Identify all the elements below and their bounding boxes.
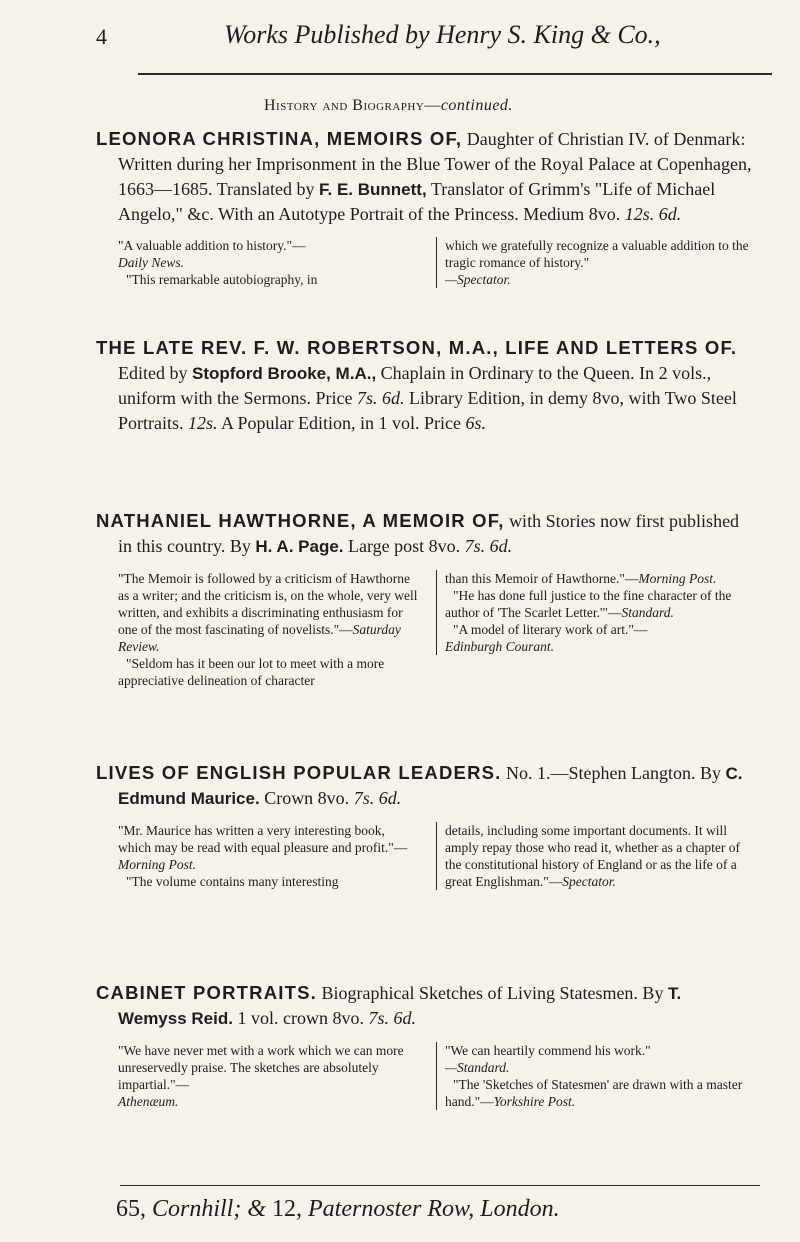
entry-author: Stopford Brooke, M.A., — [192, 364, 377, 383]
entry-price: 7s. 6d. — [464, 536, 513, 556]
publisher-address: 65, Cornhill; & 12, Paternoster Row, London. — [116, 1196, 560, 1222]
entry-description: THE LATE REV. F. W. ROBERTSON, M.A., LIFE AND LETTERS OF. Edited by Stopford Brooke, M.A., Chaplain in Ordinary to the Queen. In 2 vols., uniform with the Sermons. Price 7s. 6d. Library Edition, in demy 8vo, with Two Steel Portraits. 12s. A Popular Edition, in 1 vol. Price 6s. — [96, 337, 738, 433]
press-notices — [118, 237, 752, 293]
entry-title: NATHANIEL HAWTHORNE, A MEMOIR OF, — [96, 510, 505, 531]
entry-author: T. Wemyss Reid. — [118, 984, 682, 1028]
quote: "A model of literary work of art."— Edinburgh Courant. — [445, 622, 648, 654]
entry-price: 7s. 6d. — [368, 1008, 416, 1028]
quote: "We have never met with a work which we can more unreservedly praise. The sketches are absolutely impartial."— Athenæum. — [118, 1043, 404, 1109]
entry-price: 12s. 6d. — [624, 204, 682, 224]
entry-robertson — [96, 335, 752, 436]
entry-popular-leaders — [96, 760, 752, 889]
quote: "A valuable addition to history."— Daily News. — [118, 238, 306, 270]
quote: details, including some important documents. It will amply repay those who read it, whether as a chapter of the constitutional history of England or as the life of a great Englishman."—Spectator. — [445, 823, 741, 889]
entry-title: CABINET PORTRAITS. — [96, 982, 317, 1003]
entry-title: THE LATE REV. F. W. ROBERTSON, M.A., LIFE AND LETTERS OF. — [96, 337, 738, 358]
entry-author: F. E. Bunnett, — [319, 180, 427, 199]
quote: "The 'Sketches of Statesmen' are drawn with a master hand."—Yorkshire Post. — [445, 1077, 743, 1109]
entry-description: NATHANIEL HAWTHORNE, A MEMOIR OF, with Stories now first published in this country. By H. A. Page. Large post 8vo. 7s. 6d. — [96, 510, 740, 556]
quote: "This remarkable autobiography, in — [126, 272, 318, 287]
entry-author: H. A. Page. — [255, 537, 344, 556]
entry-description: LEONORA CHRISTINA, MEMOIRS OF, Daughter of Christian IV. of Denmark: Written during her Imprisonment in the Blue Tower of the Royal Palace at Copenhagen, 1663—1685. Translated by F. E. Bunnett, Translator of Grimm's "Life of Michael Angelo," &c. With an Autotype Portrait of the Princess. Medium 8vo. 12s. 6d. — [96, 128, 752, 224]
quote: "We can heartily commend his work." —Standard. — [445, 1043, 651, 1075]
running-head — [96, 14, 756, 54]
entry-price: 7s. 6d. — [353, 788, 402, 808]
entry-price: 7s. 6d. — [356, 388, 405, 408]
header-rule — [138, 73, 772, 75]
quote: than this Memoir of Hawthorne."—Morning Post. — [445, 571, 717, 586]
press-notices — [118, 1042, 752, 1122]
page-number: 4 — [96, 24, 107, 49]
section-heading: History and Biography—continued. — [264, 97, 513, 114]
entry-title: LEONORA CHRISTINA, MEMOIRS OF, — [96, 128, 463, 149]
entry-description: LIVES OF ENGLISH POPULAR LEADERS. No. 1.—Stephen Langton. By C. Edmund Maurice. Crown 8vo. 7s. 6d. — [96, 762, 743, 808]
quote: "Mr. Maurice has written a very interesting book, which may be read with equal pleasure and profit."—Morning Post. — [118, 823, 408, 872]
entry-description: CABINET PORTRAITS. Biographical Sketches of Living Statesmen. By T. Wemyss Reid. 1 vol. crown 8vo. 7s. 6d. — [96, 982, 682, 1028]
quote: "Seldom has it been our lot to meet with a more appreciative delineation of character — [118, 656, 385, 688]
quote: which we gratefully recognize a valuable addition to the tragic romance of history." —Spectator. — [445, 238, 749, 287]
running-title: Works Published by Henry S. King & Co., — [224, 20, 661, 49]
entry-author: C. Edmund Maurice. — [118, 764, 743, 808]
press-notices — [118, 570, 752, 690]
quote: "He has done full justice to the fine character of the author of 'The Scarlet Letter.'"—Standard. — [445, 588, 732, 620]
entry-hawthorne — [96, 508, 752, 688]
quote: "The Memoir is followed by a criticism of Hawthorne as a writer; and the criticism is, on the whole, very well written, and exhibits a discriminating enthusiasm for one of the most fascinating of novelists."—Saturday Review. — [118, 571, 418, 654]
quote: "The volume contains many interesting — [126, 874, 339, 889]
entry-leonora-christina — [96, 126, 752, 287]
entry-cabinet-portraits — [96, 980, 752, 1109]
press-notices — [118, 822, 752, 912]
entry-title: LIVES OF ENGLISH POPULAR LEADERS. — [96, 762, 502, 783]
footer-rule — [120, 1185, 760, 1186]
